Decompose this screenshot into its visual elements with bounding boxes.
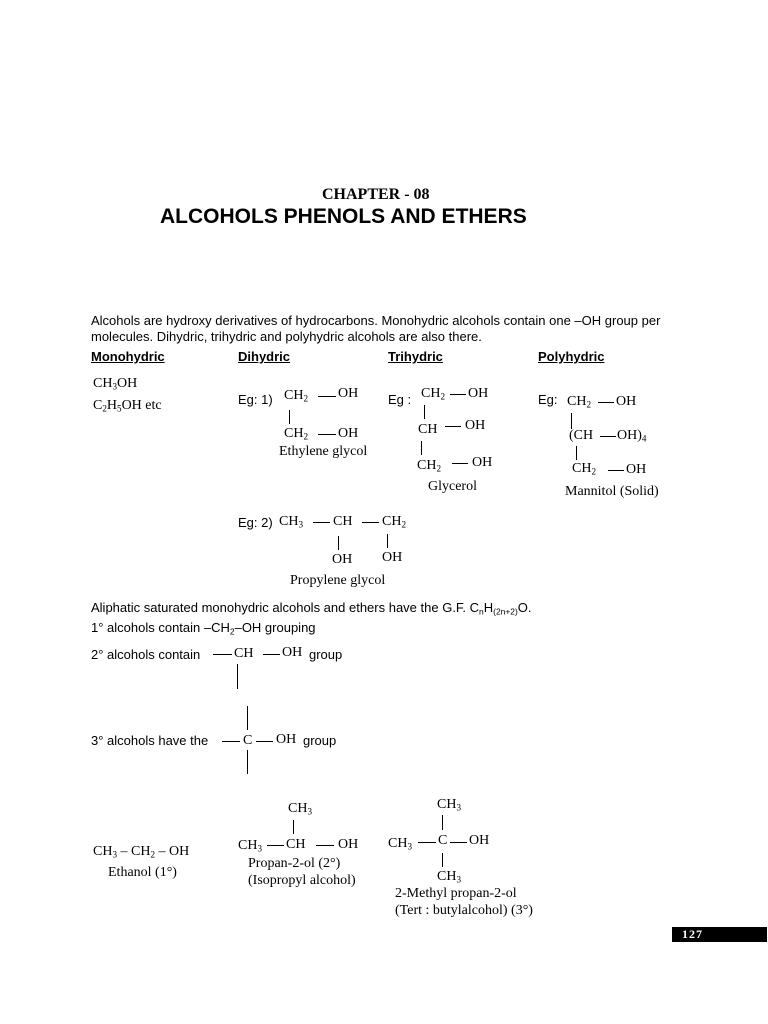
formula-ethanol: $C_2H_5OH$ etc xyxy=(93,398,162,414)
secondary-alcohol-prefix: 2° alcohols contain xyxy=(91,647,201,662)
tbutanol-oh: OH xyxy=(469,833,490,848)
secondary-ch: CH xyxy=(234,646,254,661)
propylene-oh-2: OH xyxy=(382,550,403,565)
ethylene-glycol-caption: Ethylene glycol xyxy=(279,444,368,459)
bond-line xyxy=(222,741,240,742)
bond-line xyxy=(293,820,294,834)
bond-line xyxy=(424,405,425,419)
propan2ol-ch3-left: $CH_3$ xyxy=(238,838,262,854)
ethanol-caption: Ethanol (1°) xyxy=(108,865,177,880)
mannitol-repeat-unit: (CH xyxy=(569,428,594,443)
ethylene-ch2-top: $CH_2$ xyxy=(284,388,308,404)
glycerol-ch2-bottom: $CH_2$ xyxy=(417,458,441,474)
glycerol-oh-middle: OH xyxy=(465,418,486,433)
bond-line xyxy=(450,842,467,843)
tertiary-group-label: group xyxy=(303,733,337,748)
bond-line xyxy=(442,853,443,867)
bond-line xyxy=(452,463,468,464)
primary-alcohol-line: 1° alcohols contain $-CH_2-OH$ grouping xyxy=(91,620,316,637)
page-number: 127 xyxy=(682,927,703,941)
bond-line xyxy=(445,426,461,427)
formula-methanol: $CH_3OH$ xyxy=(93,376,138,392)
ethylene-oh-top: OH xyxy=(338,386,359,401)
tertiary-oh: OH xyxy=(276,732,297,747)
eg-colon-label: Eg : xyxy=(388,392,412,407)
secondary-oh: OH xyxy=(282,645,303,660)
bond-line xyxy=(318,396,336,397)
propylene-glycol-caption: Propylene glycol xyxy=(290,573,386,588)
eg2-label: Eg: 2) xyxy=(238,515,273,530)
glycerol-oh-top: OH xyxy=(468,386,489,401)
bond-line xyxy=(267,845,284,846)
bond-line xyxy=(421,441,422,455)
tertiary-c: C xyxy=(243,733,253,748)
chapter-title: ALCOHOLS PHENOLS AND ETHERS xyxy=(160,205,527,228)
secondary-group-label: group xyxy=(309,647,343,662)
propylene-ch: CH xyxy=(333,514,353,529)
bond-line xyxy=(608,470,624,471)
mannitol-oh-bottom: OH xyxy=(626,462,647,477)
bond-line xyxy=(418,842,436,843)
tert-caption: (Tert : butylalcohol) (3°) xyxy=(395,903,533,918)
propan2ol-oh: OH xyxy=(338,837,359,852)
heading-dihydric: Dihydric xyxy=(238,349,291,364)
propan2ol-caption: Propan-2-ol (2°) xyxy=(248,856,341,871)
heading-monohydric: Monohydric xyxy=(91,349,165,364)
propylene-ch3: $CH_3$ xyxy=(279,514,303,530)
bond-line xyxy=(256,741,273,742)
bond-line xyxy=(318,434,336,435)
glycerol-caption: Glycerol xyxy=(428,479,477,494)
tbutanol-c: C xyxy=(438,833,448,848)
glycerol-ch2-top: $CH_2$ xyxy=(421,386,445,402)
glycerol-ch-middle: CH xyxy=(418,422,438,437)
mannitol-oh-top: OH xyxy=(616,394,637,409)
bond-line xyxy=(213,654,232,655)
bond-line xyxy=(247,706,248,730)
intro-line-2: molecules. Dihydric, trihydric and polyhydric alcohols are also there. xyxy=(91,329,482,344)
bond-line xyxy=(289,410,290,424)
intro-line-1: Alcohols are hydroxy derivatives of hydrocarbons. Monohydric alcohols contain one –OH group per xyxy=(91,313,661,328)
propylene-ch2: $CH_2$ xyxy=(382,514,406,530)
tbutanol-ch3-top: $CH_3$ xyxy=(437,797,461,813)
bond-line xyxy=(237,664,238,689)
tertiary-alcohol-prefix: 3° alcohols have the xyxy=(91,733,209,748)
bond-line xyxy=(313,522,330,523)
tbutanol-ch3-bottom: $CH_3$ xyxy=(437,869,461,885)
heading-trihydric: Trihydric xyxy=(388,349,443,364)
bond-line xyxy=(442,815,443,830)
glycerol-oh-bottom: OH xyxy=(472,455,493,470)
ethanol-structure: $CH_3 - CH_2$ – OH xyxy=(93,844,190,860)
methylpropan-caption: 2-Methyl propan-2-ol xyxy=(395,886,517,901)
bond-line xyxy=(576,446,577,460)
propylene-oh-1: OH xyxy=(332,552,353,567)
eg1-label: Eg: 1) xyxy=(238,392,273,407)
bond-line xyxy=(600,436,616,437)
mannitol-caption: Mannitol (Solid) xyxy=(565,484,659,499)
mannitol-repeat-oh: $OH)_4$ xyxy=(617,428,647,444)
general-formula-line: Aliphatic saturated monohydric alcohols and ethers have the G.F. $C_nH_{(2n+2)}O$. xyxy=(91,600,532,617)
heading-polyhydric: Polyhydric xyxy=(538,349,605,364)
page-number-box xyxy=(672,927,767,942)
eg-poly-label: Eg: xyxy=(538,392,558,407)
bond-line xyxy=(247,750,248,774)
bond-line xyxy=(338,536,339,550)
tbutanol-ch3-left: $CH_3$ xyxy=(388,836,412,852)
propan2ol-ch: CH xyxy=(286,837,306,852)
ethylene-oh-bottom: OH xyxy=(338,426,359,441)
isopropyl-caption: (Isopropyl alcohol) xyxy=(248,873,356,888)
bond-line xyxy=(571,413,572,429)
bond-line xyxy=(316,845,334,846)
bond-line xyxy=(263,654,280,655)
bond-line xyxy=(362,522,379,523)
ethylene-ch2-bottom: $CH_2$ xyxy=(284,426,308,442)
propan2ol-ch3-top: $CH_3$ xyxy=(288,801,312,817)
mannitol-ch2-top: $CH_2$ xyxy=(567,394,591,410)
bond-line xyxy=(387,534,388,548)
bond-line xyxy=(450,394,466,395)
chapter-label: CHAPTER - 08 xyxy=(322,186,430,203)
bond-line xyxy=(598,402,614,403)
mannitol-ch2-bottom: $CH_2$ xyxy=(572,461,596,477)
